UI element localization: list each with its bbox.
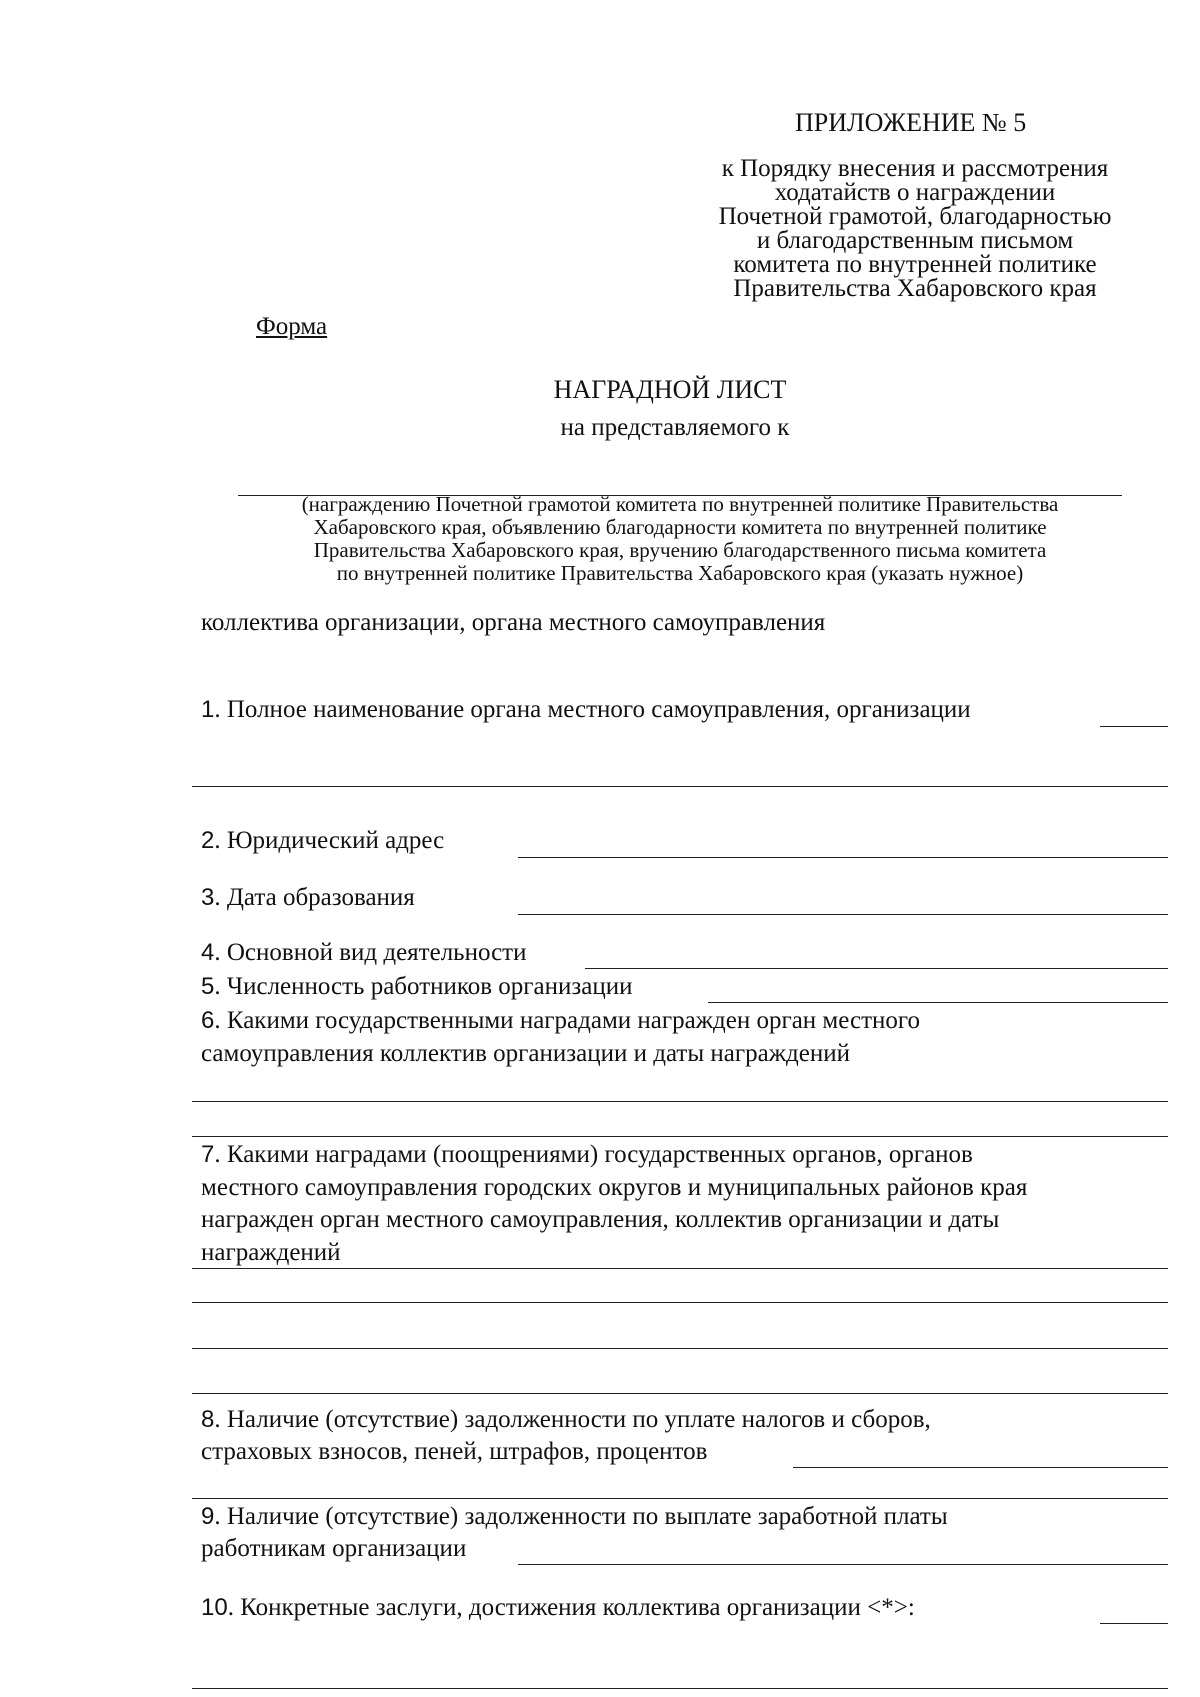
appendix-subtitle-line: Правительства Хабаровского края bbox=[733, 275, 1097, 302]
appendix-subtitle-line: Почетной грамотой, благодарностью bbox=[718, 203, 1112, 230]
form-label: Форма bbox=[256, 313, 328, 340]
field-6-label-line-2: самоуправления коллектив организации и даты награждений bbox=[201, 1040, 850, 1067]
field-text: Конкретные заслуги, достижения коллектива организации <*>: bbox=[240, 1594, 915, 1621]
field-9-label: 9. Наличие (отсутствие) задолженности по выплате заработной платы bbox=[201, 1503, 948, 1530]
award-type-caption bbox=[230, 493, 1130, 585]
field-3-label: 3. Дата образования bbox=[201, 884, 415, 911]
field-1-label: 1. Полное наименование органа местного самоуправления, организации bbox=[201, 696, 971, 723]
appendix-title: ПРИЛОЖЕНИЕ № 5 bbox=[795, 108, 1027, 137]
field-7-label-line-3: награжден орган местного самоуправления, коллектив организации и даты bbox=[201, 1206, 1000, 1233]
field-9-input-line[interactable] bbox=[518, 1564, 1168, 1565]
document-subtitle: на представляемого к bbox=[560, 414, 790, 441]
award-type-caption-line: (награждению Почетной грамотой комитета по внутренней политике Правительства bbox=[301, 492, 1059, 516]
award-type-caption-line: Правительства Хабаровского края, вручению благодарственного письма комитета bbox=[313, 538, 1047, 562]
field-7-input-line[interactable] bbox=[192, 1268, 1168, 1269]
field-text: Полное наименование органа местного самоуправления, организации bbox=[226, 696, 971, 723]
field-7-input-line-4[interactable] bbox=[192, 1393, 1168, 1394]
appendix-subtitle-line: к Порядку внесения и рассмотрения bbox=[721, 155, 1109, 182]
field-text: Численность работников организации bbox=[226, 973, 633, 1000]
field-number: 7 bbox=[201, 1141, 215, 1168]
field-4-input-line[interactable] bbox=[585, 968, 1168, 969]
field-7-input-line-2[interactable] bbox=[192, 1302, 1168, 1303]
field-text: Наличие (отсутствие) задолженности по уплате налогов и сборов, bbox=[226, 1406, 931, 1433]
field-3-input-line[interactable] bbox=[518, 914, 1168, 915]
field-8-label-line-2: страховых взносов, пеней, штрафов, процентов bbox=[201, 1438, 708, 1465]
field-5-label: 5. Численность работников организации bbox=[201, 973, 633, 1000]
field-6-input-line[interactable] bbox=[192, 1101, 1168, 1102]
field-text: Какими государственными наградами награжден орган местного bbox=[226, 1007, 920, 1034]
field-number: 2 bbox=[201, 827, 215, 854]
field-5-input-line[interactable] bbox=[708, 1002, 1168, 1003]
field-text: Наличие (отсутствие) задолженности по выплате заработной платы bbox=[226, 1503, 948, 1530]
field-number: 10 bbox=[201, 1594, 228, 1621]
field-7-label: 7. Какими наградами (поощрениями) государственных органов, органов bbox=[201, 1141, 973, 1168]
field-number: 9 bbox=[201, 1503, 215, 1530]
field-10-input-line-2[interactable] bbox=[192, 1688, 1168, 1689]
appendix-subtitle-line: и благодарственным письмом bbox=[756, 227, 1074, 254]
field-6-input-line-2[interactable] bbox=[192, 1136, 1168, 1137]
field-number: 6 bbox=[201, 1007, 215, 1034]
field-8-label: 8. Наличие (отсутствие) задолженности по уплате налогов и сборов, bbox=[201, 1406, 931, 1433]
field-10-label: 10. Конкретные заслуги, достижения коллектива организации <*>: bbox=[201, 1594, 915, 1621]
field-number: 4 bbox=[201, 939, 215, 966]
collective-line: коллектива организации, органа местного самоуправления bbox=[201, 609, 826, 636]
award-type-caption-line: по внутренней политике Правительства Хабаровского края (указать нужное) bbox=[336, 561, 1024, 585]
field-8-input-line[interactable] bbox=[793, 1467, 1168, 1468]
document-title: НАГРАДНОЙ ЛИСТ bbox=[553, 375, 787, 404]
field-10-input-line[interactable] bbox=[1100, 1623, 1168, 1624]
field-text: Дата образования bbox=[226, 884, 415, 911]
field-text: Какими наградами (поощрениями) государственных органов, органов bbox=[226, 1141, 973, 1168]
field-6-label: 6. Какими государственными наградами награжден орган местного bbox=[201, 1007, 920, 1034]
award-type-caption-line: Хабаровского края, объявлению благодарности комитета по внутренней политике bbox=[313, 515, 1047, 539]
appendix-subtitle bbox=[680, 157, 1150, 301]
field-2-label: 2. Юридический адрес bbox=[201, 827, 445, 854]
field-1-input-line-2[interactable] bbox=[192, 786, 1168, 787]
field-number: 5 bbox=[201, 973, 215, 1000]
field-9-label-line-2: работникам организации bbox=[201, 1535, 467, 1562]
field-4-label: 4. Основной вид деятельности bbox=[201, 939, 527, 966]
field-8-input-line-2[interactable] bbox=[192, 1498, 1168, 1499]
appendix-subtitle-line: ходатайств о награждении bbox=[774, 179, 1056, 206]
field-7-label-line-2: местного самоуправления городских округов и муниципальных районов края bbox=[201, 1174, 1028, 1201]
field-7-label-line-4: награждений bbox=[201, 1239, 341, 1266]
field-2-input-line[interactable] bbox=[518, 857, 1168, 858]
field-number: 3 bbox=[201, 884, 215, 911]
field-number: 8 bbox=[201, 1406, 215, 1433]
field-number: 1 bbox=[201, 696, 215, 723]
appendix-subtitle-line: комитета по внутренней политике bbox=[733, 251, 1097, 278]
field-text: Основной вид деятельности bbox=[226, 939, 527, 966]
field-7-input-line-3[interactable] bbox=[192, 1348, 1168, 1349]
field-text: Юридический адрес bbox=[226, 827, 445, 854]
field-1-input-line[interactable] bbox=[1100, 726, 1168, 727]
